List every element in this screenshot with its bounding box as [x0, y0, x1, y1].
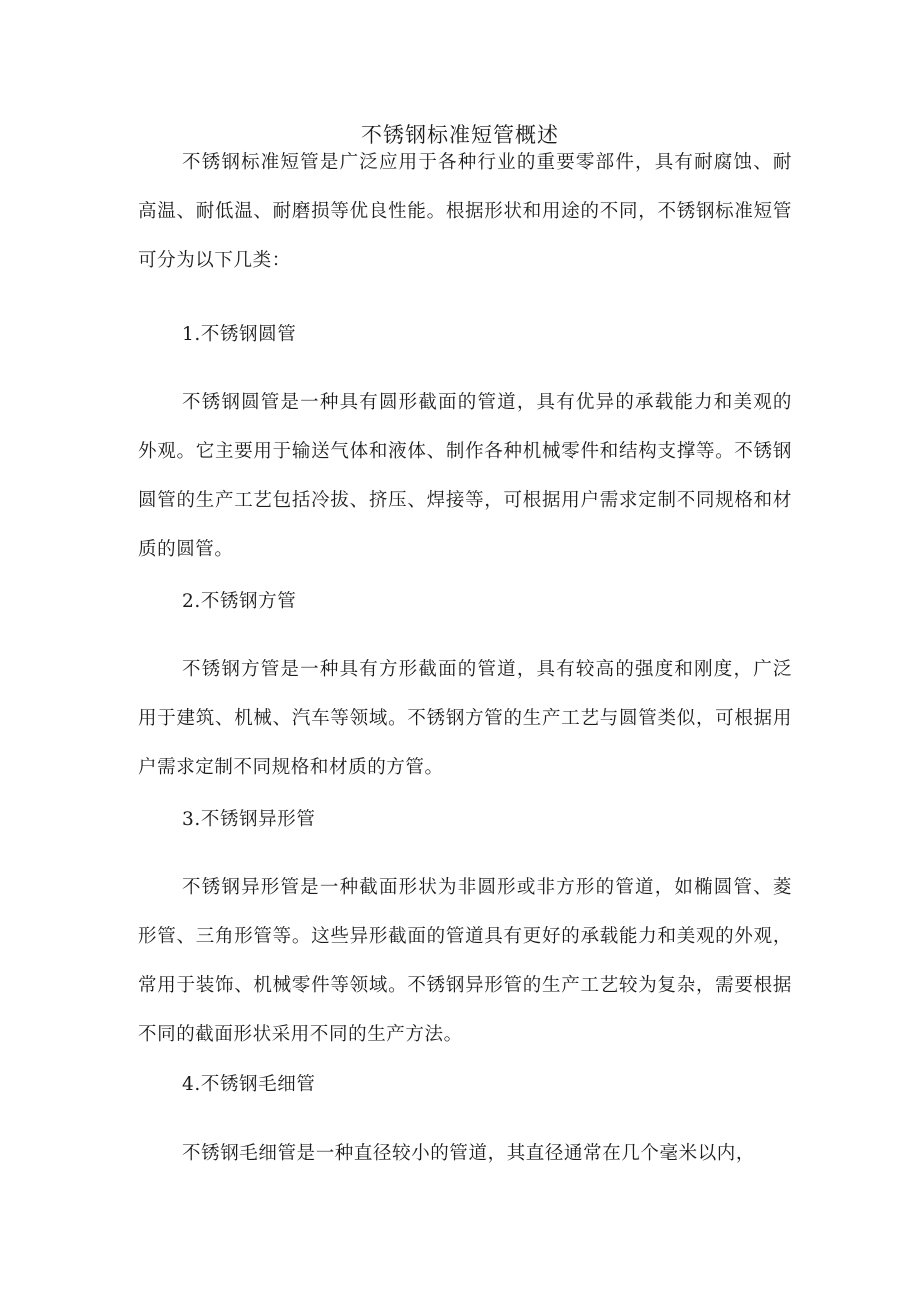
section-body-square-tube: 不锈钢方管是一种具有方形截面的管道，具有较高的强度和刚度，广泛用于建筑、机械、汽车等领域。不锈钢方管的生产工艺与圆管类似，可根据用户需求定制不同规格和材质的方管。 — [138, 659, 792, 778]
section-heading-special-tube: 3.不锈钢异形管 — [182, 809, 316, 830]
section-heading-round-tube: 1.不锈钢圆管 — [182, 324, 297, 345]
section-heading-capillary-tube: 4.不锈钢毛细管 — [182, 1074, 316, 1095]
section-body-special-tube: 不锈钢异形管是一种截面形状为非圆形或非方形的管道，如椭圆管、菱形管、三角形管等。这些异形截面的管道具有更好的承载能力和美观的外观，常用于装饰、机械零件等领域。不锈钢异形管的生产工艺较为复杂，需要根据不同的截面形状采用不同的生产方法。 — [138, 877, 792, 1045]
document-title: 不锈钢标准短管概述 — [361, 123, 559, 147]
intro-paragraph: 不锈钢标准短管是广泛应用于各种行业的重要零部件，具有耐腐蚀、耐高温、耐低温、耐磨损等优良性能。根据形状和用途的不同，不锈钢标准短管可分为以下几类： — [138, 152, 792, 271]
section-body-capillary-tube: 不锈钢毛细管是一种直径较小的管道，其直径通常在几个毫米以内， — [182, 1143, 756, 1164]
section-body-round-tube: 不锈钢圆管是一种具有圆形截面的管道，具有优异的承载能力和美观的外观。它主要用于输送气体和液体、制作各种机械零件和结构支撑等。不锈钢圆管的生产工艺包括冷拔、挤压、焊接等，可根据用户需求定制不同规格和材质的圆管。 — [138, 392, 792, 560]
section-heading-square-tube: 2.不锈钢方管 — [182, 591, 297, 612]
